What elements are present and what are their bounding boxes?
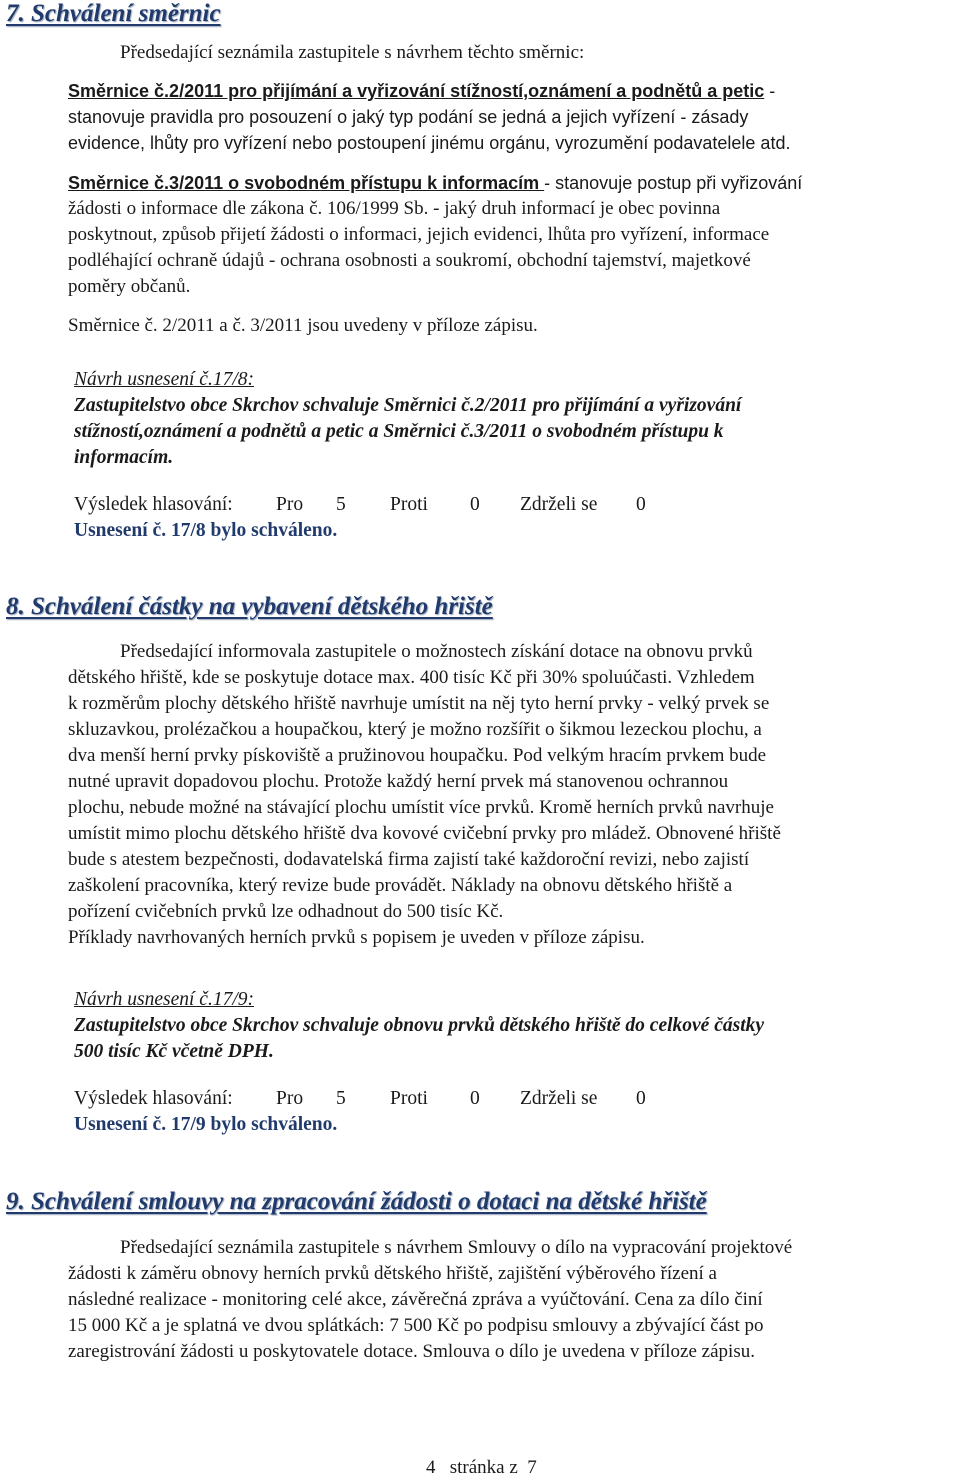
section-7-intro: Předsedající seznámila zastupitele s návrhem těchto směrnic: (120, 42, 585, 63)
directive-2-2011-line: evidence, lhůty pro vyřízení nebo postoupení jinému orgánu, vyrozumění podavatelele atd. (68, 133, 791, 153)
section-9-first-line: Předsedající seznámila zastupitele s návrhem Smlouvy o dílo na vypracování projektové (120, 1237, 793, 1258)
section-8-first-line: Předsedající informovala zastupitele o možnostech získání dotace na obnovu prvků (120, 641, 753, 662)
paragraph-line: Příklady navrhovaných herních prvků s popisem je uveden v příloze zápisu. (68, 927, 645, 948)
paragraph-line: pořízení cvičebních prvků lze odhadnout do 500 tisíc Kč. (68, 901, 504, 922)
paragraph-line: nutné upravit dopadovou plochu. Protože každý herní prvek má stanovenou ochrannou (68, 771, 729, 792)
vote-zdrzeli-label: Zdrželi se (520, 494, 598, 515)
directive-3-2011-line: poskytnout, způsob přijetí žádosti o informaci, jejich evidenci, lhůta pro vyřízení, informace (68, 224, 770, 245)
annex-note: Směrnice č. 2/2011 a č. 3/2011 jsou uvedeny v příloze zápisu. (68, 315, 538, 336)
page-number-footer: 4 stránka z 7 (426, 1457, 537, 1478)
paragraph-line: dva menší herní prvky pískoviště a pružinovou houpačku. Pod velkým hracím prvkem bude (68, 745, 767, 766)
proposal-17-9 (74, 987, 764, 1065)
resolution-17-8-result: Usnesení č. 17/8 bylo schváleno. (74, 520, 338, 541)
vote-label: Výsledek hlasování: (74, 1088, 233, 1109)
proposal-17-9-line: Zastupitelstvo obce Skrchov schvaluje obnovu prvků dětského hřiště do celkové částky (74, 1015, 765, 1036)
vote-pro-count: 5 (336, 1088, 346, 1109)
section-7-heading: 7. Schválení směrnic (6, 0, 221, 27)
directive-3-2011-line: podléhající ochraně údajů - ochrana osobnosti a soukromí, obchodní tajemství, majetkové (68, 250, 751, 271)
proposal-17-8-line: Zastupitelstvo obce Skrchov schvaluje Směrnici č.2/2011 pro přijímání a vyřizování (74, 395, 742, 416)
proposal-17-8-line: stížností,oznámení a podnětů a petic a Směrnici č.3/2011 o svobodném přístupu k (74, 421, 724, 442)
vote-zdrzeli-label: Zdrželi se (520, 1088, 598, 1109)
proposal-17-8-label: Návrh usnesení č.17/8: (74, 369, 254, 390)
paragraph-line: zaregistrování žádosti u poskytovatele dotace. Smlouva o dílo je uvedena v příloze zápisu. (68, 1341, 755, 1362)
paragraph-line: dětského hřiště, kde se poskytuje dotace max. 400 tisíc Kč při 30% spoluúčasti. Vzhledem (68, 667, 755, 688)
directive-2-2011-title: Směrnice č.2/2011 pro přijímání a vyřizování stížností,oznámení a podnětů a petic (68, 81, 765, 101)
section-8-paragraph (68, 665, 956, 951)
vote-proti-count: 0 (470, 494, 480, 515)
resolution-17-9-result: Usnesení č. 17/9 bylo schváleno. (74, 1114, 338, 1135)
section-9-heading: 9. Schválení smlouvy na zpracování žádosti o dotaci na dětské hřiště (6, 1188, 707, 1215)
directive-3-2011-line: žádosti o informace dle zákona č. 106/1999 Sb. - jaký druh informací je obec povinna (68, 198, 721, 219)
proposal-17-9-label: Návrh usnesení č.17/9: (74, 989, 254, 1010)
vote-pro-label: Pro (276, 494, 304, 515)
proposal-17-8-line: informacím. (74, 447, 174, 468)
directive-2-2011-title-line: Směrnice č.2/2011 pro přijímání a vyřizování stížností,oznámení a podnětů a petic - (68, 81, 776, 101)
vote-zdrzeli-count: 0 (636, 1088, 646, 1109)
directive-3-2011-title-line: Směrnice č.3/2011 o svobodném přístupu k informacím - stanovuje postup při vyřizování (68, 173, 803, 193)
paragraph-line: plochu, nebude možné na stávající plochu umístit více prvků. Kromě herních prvků navrhuje (68, 797, 774, 818)
directive-3-2011-paragraph (68, 170, 956, 300)
vote-pro-count: 5 (336, 494, 346, 515)
paragraph-line: skluzavkou, prolézačkou a houpačkou, který je možno rozšířit o šikmou lezeckou plochu, a (68, 719, 762, 740)
directive-2-2011-paragraph (68, 78, 956, 156)
directive-2-2011-line: stanovuje pravidla pro posouzení o jaký typ podání se jedná a jejich vyřízení - zásady (68, 107, 749, 127)
paragraph-line: 15 000 Kč a je splatná ve dvou splátkách: 7 500 Kč po podpisu smlouvy a zbývající část po (68, 1315, 764, 1336)
vote-proti-count: 0 (470, 1088, 480, 1109)
vote-proti-label: Proti (390, 494, 428, 515)
proposal-17-8 (74, 367, 741, 471)
section-9-paragraph (68, 1261, 956, 1365)
vote-pro-label: Pro (276, 1088, 304, 1109)
paragraph-line: bude s atestem bezpečnosti, dodavatelská firma zajistí také každoroční revizi, nebo zajistí (68, 849, 750, 870)
paragraph-line: umístit mimo plochu dětského hřiště dva kovové cvičební prvky pro mládež. Obnovené hřiště (68, 823, 781, 844)
vote-proti-label: Proti (390, 1088, 428, 1109)
section-8-heading: 8. Schválení částky na vybavení dětského hřiště (6, 593, 493, 620)
directive-3-2011-title: Směrnice č.3/2011 o svobodném přístupu k informacím (68, 173, 545, 193)
directive-3-2011-line: poměry občanů. (68, 276, 191, 297)
paragraph-line: žádosti k záměru obnovy herních prvků dětského hřiště, zajištění výběrového řízení a (68, 1263, 717, 1284)
paragraph-line: zaškolení pracovníka, který revize bude provádět. Náklady na obnovu dětského hřiště a (68, 875, 733, 896)
vote-label: Výsledek hlasování: (74, 494, 233, 515)
paragraph-line: k rozměrům plochy dětského hřiště navrhuje umístit na něj tyto herní prvky - velký prvek se (68, 693, 770, 714)
paragraph-line: následné realizace - monitoring celé akce, závěrečná zpráva a vyúčtování. Cena za dílo činí (68, 1289, 763, 1310)
proposal-17-9-line: 500 tisíc Kč včetně DPH. (74, 1041, 274, 1062)
vote-zdrzeli-count: 0 (636, 494, 646, 515)
